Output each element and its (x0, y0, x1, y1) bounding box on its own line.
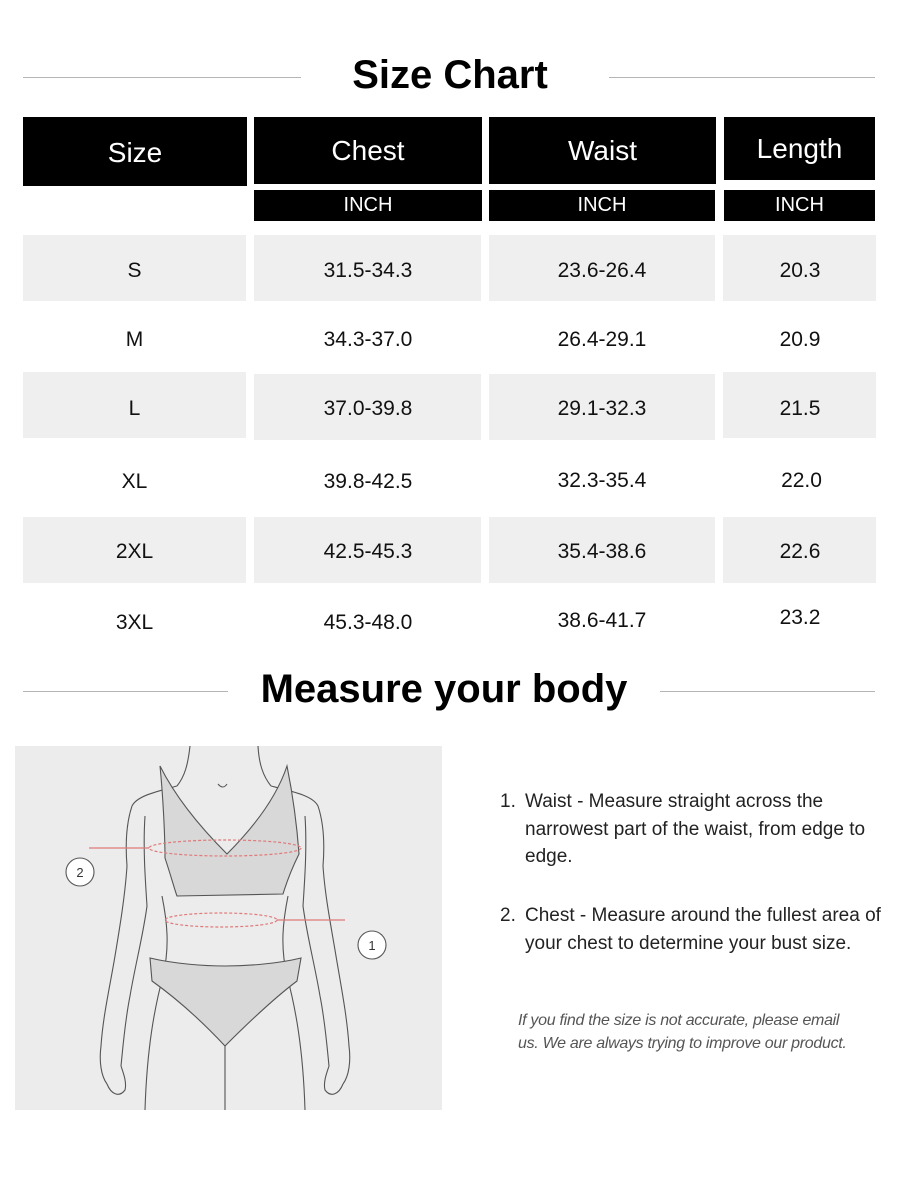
cell-length: 20.3 (779, 259, 821, 282)
unit-length: INCH (724, 190, 875, 221)
svg-text:2: 2 (76, 865, 84, 880)
cell-chest: 39.8-42.5 (323, 470, 413, 493)
bra-shape (160, 766, 299, 896)
accuracy-note: If you find the size is not accurate, please email us. We are always trying to improve our product. (518, 1012, 847, 1052)
cell-chest: 42.5-45.3 (323, 540, 413, 563)
cell-length: 22.0 (781, 469, 822, 492)
cell-chest: 31.5-34.3 (323, 259, 413, 282)
instruction-2-number: 2. (500, 905, 516, 926)
cell-waist: 29.1-32.3 (557, 397, 647, 420)
cell-length: 23.2 (779, 606, 821, 629)
marker-1-icon (358, 931, 386, 959)
cell-chest: 34.3-37.0 (323, 328, 413, 351)
title-rule-right (609, 77, 875, 78)
measure-title: Measure your body (260, 667, 628, 711)
measure-rule-right (660, 691, 875, 692)
cell-chest: 37.0-39.8 (323, 397, 413, 420)
body-outline-illustration (15, 746, 442, 1110)
briefs-shape (150, 958, 301, 1046)
body-figure (15, 746, 442, 1110)
marker-2-icon (66, 858, 94, 886)
size-chart-title: Size Chart (352, 53, 548, 97)
instruction-1-number: 1. (500, 791, 516, 812)
header-size: Size (23, 117, 247, 186)
measure-rule-left (23, 691, 228, 692)
cell-waist: 35.4-38.6 (557, 540, 647, 563)
cell-chest: 45.3-48.0 (323, 611, 413, 634)
instruction-2-text: Chest - Measure around the fullest area of your chest to determine your bust size. (525, 905, 881, 954)
title-rule-left (23, 77, 301, 78)
instruction-2 (500, 902, 900, 986)
unit-waist: INCH (489, 190, 715, 221)
unit-chest: INCH (254, 190, 482, 221)
cell-waist: 38.6-41.7 (557, 609, 647, 632)
header-length: Length (724, 117, 875, 180)
header-chest: Chest (254, 117, 482, 184)
cell-size: 2XL (115, 540, 154, 563)
cell-waist: 23.6-26.4 (557, 259, 647, 282)
cell-size: XL (121, 470, 148, 493)
cell-waist: 32.3-35.4 (557, 469, 647, 492)
cell-size: 3XL (115, 611, 154, 634)
cell-size: S (127, 259, 142, 282)
cell-size: L (128, 397, 141, 420)
cell-length: 22.6 (779, 540, 821, 563)
cell-waist: 26.4-29.1 (557, 328, 647, 351)
instruction-1 (500, 788, 900, 872)
cell-length: 21.5 (779, 397, 821, 420)
header-waist: Waist (489, 117, 716, 184)
svg-text:1: 1 (368, 938, 376, 953)
cell-size: M (125, 328, 144, 351)
instruction-1-text: Waist - Measure straight across the narrowest part of the waist, from edge to edge. (525, 791, 866, 867)
cell-length: 20.9 (779, 328, 821, 351)
